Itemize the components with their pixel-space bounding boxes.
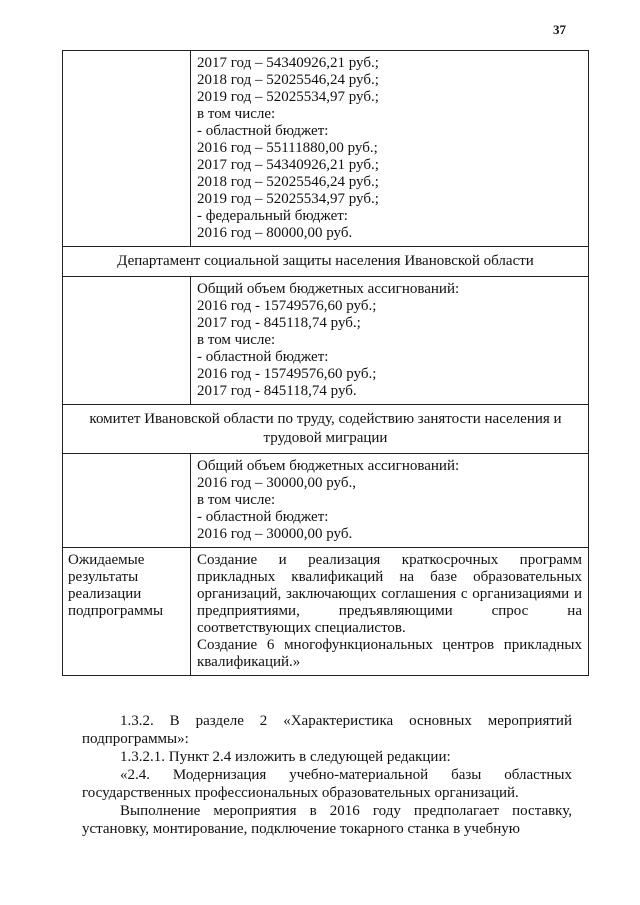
funding-line: 2017 год - 845118,74 руб. [197, 383, 357, 399]
funding-cell [191, 277, 588, 404]
funding-line: 2017 год – 54340926,21 руб.; [197, 55, 379, 71]
funding-line: 2018 год – 52025546,24 руб.; [197, 174, 379, 190]
funding-line: 2017 год – 54340926,21 руб.; [197, 157, 379, 173]
funding-line: 2016 год – 30000,00 руб., [197, 475, 356, 491]
table-cell-empty [63, 51, 191, 246]
paragraph: 1.3.2.1. Пункт 2.4 изложить в следующей редакции: [120, 749, 451, 765]
table-row [63, 247, 588, 277]
funding-line: 2019 год – 52025534,97 руб.; [197, 191, 379, 207]
funding-line: 2016 год – 55111880,00 руб.; [197, 140, 378, 156]
funding-line: 2016 год – 30000,00 руб. [197, 526, 353, 542]
table-row [63, 277, 588, 405]
table-cell-empty [63, 454, 191, 547]
results-text: Создание 6 многофункциональных центров прикладных квалификаций.» [197, 637, 582, 670]
results-text: Создание и реализация краткосрочных программ прикладных квалификаций на базе образовательных организаций, заключающих соглашения с организациями и предприятиями, предъявляющими спрос на соответствующих специалистов. [197, 552, 582, 636]
paragraph: 1.3.2. В разделе 2 «Характеристика основных мероприятий подпрограммы»: [82, 713, 572, 747]
funding-line: - федеральный бюджет: [197, 208, 348, 224]
table-row [63, 454, 588, 548]
results-label: Ожидаемые результаты реализации подпрограммы [63, 548, 191, 675]
funding-line: 2016 год – 80000,00 руб. [197, 225, 353, 241]
table-row [63, 405, 588, 454]
committee-heading: комитет Ивановской области по труду, содействию занятости населения и трудовой миграции [89, 411, 562, 446]
paragraph: «2.4. Модернизация учебно-материальной базы областных государственных профессиональных образовательных организаций. [82, 767, 572, 801]
funding-line: - областной бюджет: [197, 349, 329, 365]
body-text [82, 712, 572, 838]
results-cell [191, 548, 588, 675]
funding-line: 2017 год - 845118,74 руб.; [197, 315, 361, 331]
paragraph: Выполнение мероприятия в 2016 году предполагает поставку, установку, монтирование, подключение токарного станка в учебную [82, 803, 572, 837]
table-row [63, 51, 588, 247]
funding-line: в том числе: [197, 106, 276, 122]
funding-cell [191, 51, 588, 246]
table-cell-empty [63, 277, 191, 404]
funding-line: 2016 год - 15749576,60 руб.; [197, 298, 377, 314]
funding-line: в том числе: [197, 332, 276, 348]
funding-line: 2018 год – 52025546,24 руб.; [197, 72, 379, 88]
funding-line: 2016 год - 15749576,60 руб.; [197, 366, 377, 382]
funding-cell [191, 454, 588, 547]
funding-line: - областной бюджет: [197, 509, 329, 525]
funding-line: в том числе: [197, 492, 276, 508]
budget-table [62, 50, 589, 676]
funding-line: Общий объем бюджетных ассигнований: [197, 458, 460, 474]
page-number: 37 [553, 22, 566, 37]
department-heading: Департамент социальной защиты населения Ивановской области [117, 253, 534, 269]
table-row [63, 548, 588, 676]
funding-line: 2019 год – 52025534,97 руб.; [197, 89, 379, 105]
funding-line: Общий объем бюджетных ассигнований: [197, 281, 460, 297]
funding-line: - областной бюджет: [197, 123, 329, 139]
